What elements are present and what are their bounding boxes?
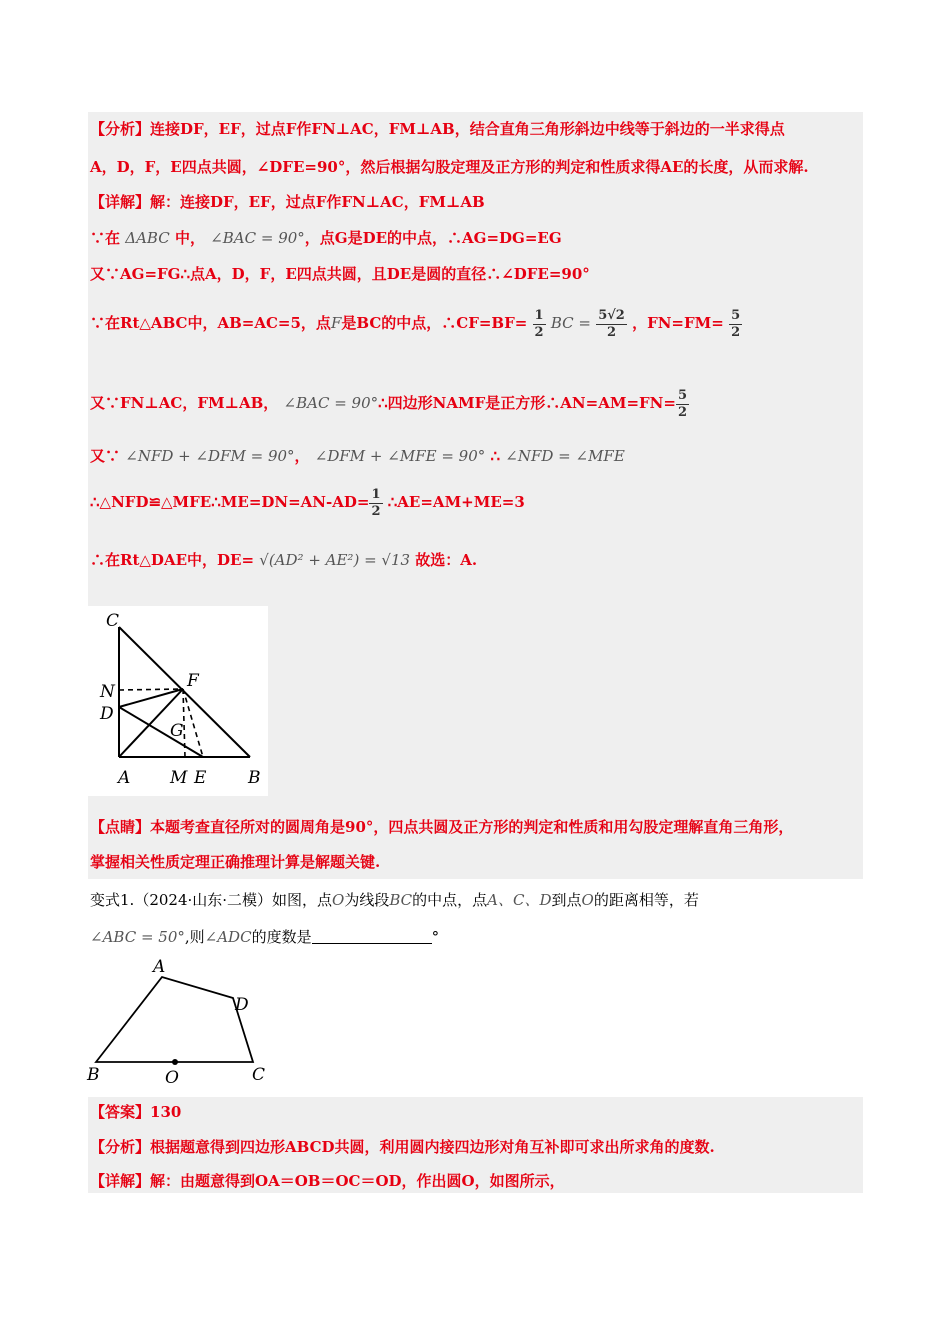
angle-eq-3: ∠NFD = ∠MFE — [505, 447, 625, 465]
label-f: F — [187, 671, 199, 691]
variant-q2b: ,则 — [184, 928, 205, 946]
label-m: M — [170, 768, 188, 788]
variant-q1e: 的中点，点 — [412, 891, 488, 909]
detail-line-3 — [90, 264, 590, 284]
variant-source: （2024·山东·二模） — [134, 891, 273, 909]
degree-sign: ° — [431, 928, 440, 946]
detail-l3: 又∵AG=FG∴点A，D，F，E四点共圆，且DE是圆的直径∴∠DFE=90° — [90, 265, 590, 283]
detail-l6a: 又∵ — [90, 447, 121, 465]
label2-a: A — [153, 957, 166, 977]
comment-tag: 【点睛】 — [90, 818, 151, 836]
label-g: G — [170, 721, 184, 741]
label2-d: D — [235, 995, 249, 1015]
fraction-1-over-2: $\frac{1}{2}$ — [371, 486, 381, 519]
detail-line-7 — [90, 480, 525, 524]
analysis-line-2 — [90, 157, 809, 177]
detail-l4e: ，FN=FM= — [632, 314, 724, 332]
angle-eq-2: ∠DFM + ∠MFE = 90° — [314, 447, 486, 465]
figure-quadrilateral-abcd — [85, 955, 275, 1090]
detail-l6c: ， — [294, 447, 310, 465]
answer-value: 130 — [150, 1103, 182, 1121]
fraction-half: $\frac{1}{2}$ — [534, 307, 544, 340]
detail-tag: 【详解】 — [90, 193, 151, 211]
de-formula: √(AD² + AE²) = √13 — [259, 551, 411, 569]
analysis-text-1: 连接DF，EF，过点F作FN⊥AC，FM⊥AB，结合直角三角形斜边中线等于斜边的一半求得点 — [150, 120, 785, 138]
detail-l5c: ∴四边形NAMF是正方形∴AN=AM=FN= — [378, 394, 676, 412]
label2-o: O — [165, 1068, 179, 1088]
angle-bac: ∠BAC = 90° — [210, 229, 305, 247]
variant-line-2 — [90, 927, 439, 947]
point-o: O — [332, 891, 345, 909]
variant-line-1 — [90, 890, 699, 910]
detail-line-5 — [90, 385, 689, 421]
variant-label: 变式1. — [90, 891, 135, 909]
point-o-2: O — [581, 891, 594, 909]
angle-adc: ∠ADC — [204, 928, 252, 946]
analysis2-tag: 【分析】 — [90, 1138, 151, 1156]
detail-l5a: 又∵FN⊥AC，FM⊥AB， — [90, 394, 279, 412]
detail-line-8 — [90, 550, 477, 570]
detail-l2e: ，点G是DE的中点，∴AG=DG=EG — [304, 229, 562, 247]
angle-bac-2: ∠BAC = 90° — [283, 394, 379, 412]
segment-bc: BC — [389, 891, 413, 909]
detail-line-2 — [90, 228, 562, 248]
comment-text-2: 掌握相关性质定理正确推理计算是解题关键. — [90, 853, 381, 871]
label-e: E — [194, 768, 207, 788]
detail-l6e: ∴ — [490, 447, 501, 465]
points-acd: A、C、D — [487, 891, 552, 909]
answer-tag: 【答案】 — [90, 1103, 151, 1121]
comment-line-2 — [90, 852, 380, 872]
detail-l8c: 故选：A. — [415, 551, 478, 569]
analysis2-line — [90, 1137, 715, 1157]
detail-l7b: ∴AE=AM+ME=3 — [387, 493, 525, 511]
label-b: B — [248, 768, 261, 788]
analysis-line-1 — [90, 119, 785, 139]
variant-q1i: 的距离相等，若 — [593, 891, 699, 909]
comment-line-1 — [90, 817, 793, 837]
detail-l8a: ∴在Rt△DAE中，DE= — [90, 551, 255, 569]
triangle-abc: ΔABC — [125, 229, 170, 247]
analysis-tag: 【分析】 — [90, 120, 151, 138]
detail-line-6 — [90, 446, 625, 466]
comment-text-1: 本题考查直径所对的圆周角是90°，四点共圆及正方形的判定和性质和用勾股定理解直角三角形， — [150, 818, 794, 836]
answer-line — [90, 1102, 181, 1122]
label2-b: B — [87, 1065, 100, 1085]
variant-q2d: 的度数是 — [251, 928, 312, 946]
detail-line-4 — [90, 305, 742, 341]
detail-text-1: 解：连接DF，EF，过点F作FN⊥AC，FM⊥AB — [150, 193, 485, 211]
detail-l4c: 是BC的中点，∴CF=BF= — [341, 314, 528, 332]
label-c: C — [106, 611, 120, 631]
fraction-5root2-over-2: $\frac{5√2}{2}$ — [598, 307, 625, 340]
bc-equals: BC = — [550, 314, 591, 332]
label-a: A — [118, 768, 131, 788]
fraction-5-over-2: $\frac{5}{2}$ — [731, 307, 741, 340]
point-f: F — [330, 314, 342, 332]
analysis2-text: 根据题意得到四边形ABCD共圆，利用圆内接四边形对角互补即可求出所求角的度数. — [150, 1138, 715, 1156]
fraction-5-over-2-b: $\frac{5}{2}$ — [677, 387, 687, 420]
detail2-line — [90, 1171, 565, 1191]
detail-l7a: ∴△NFD≌△MFE∴ME=DN=AN-AD= — [90, 493, 370, 511]
answer-blank[interactable] — [312, 928, 432, 944]
detail2-tag: 【详解】 — [90, 1172, 151, 1190]
detail2-text: 解：由题意得到OA＝OB＝OC＝OD，作出圆O，如图所示， — [150, 1172, 565, 1190]
detail-l2c: 中， — [174, 229, 205, 247]
variant-q1c: 为线段 — [344, 891, 390, 909]
analysis-text-2: A，D，F，E四点共圆，∠DFE=90°，然后根据勾股定理及正方形的判定和性质求得AE的长度，从而求解. — [90, 158, 809, 176]
detail-l4a: ∵在Rt△ABC中，AB=AC=5，点 — [90, 314, 331, 332]
label-n: N — [100, 682, 115, 702]
detail-l2a: ∵在 — [90, 229, 121, 247]
variant-q1g: 到点 — [551, 891, 582, 909]
detail-line-1 — [90, 192, 485, 212]
label-d: D — [100, 704, 114, 724]
figure-triangle-abc — [88, 606, 268, 796]
angle-eq-1: ∠NFD + ∠DFM = 90° — [125, 447, 295, 465]
variant-q1a: 如图，点 — [272, 891, 333, 909]
angle-abc: ∠ABC = 50° — [90, 928, 185, 946]
label2-c: C — [252, 1065, 266, 1085]
